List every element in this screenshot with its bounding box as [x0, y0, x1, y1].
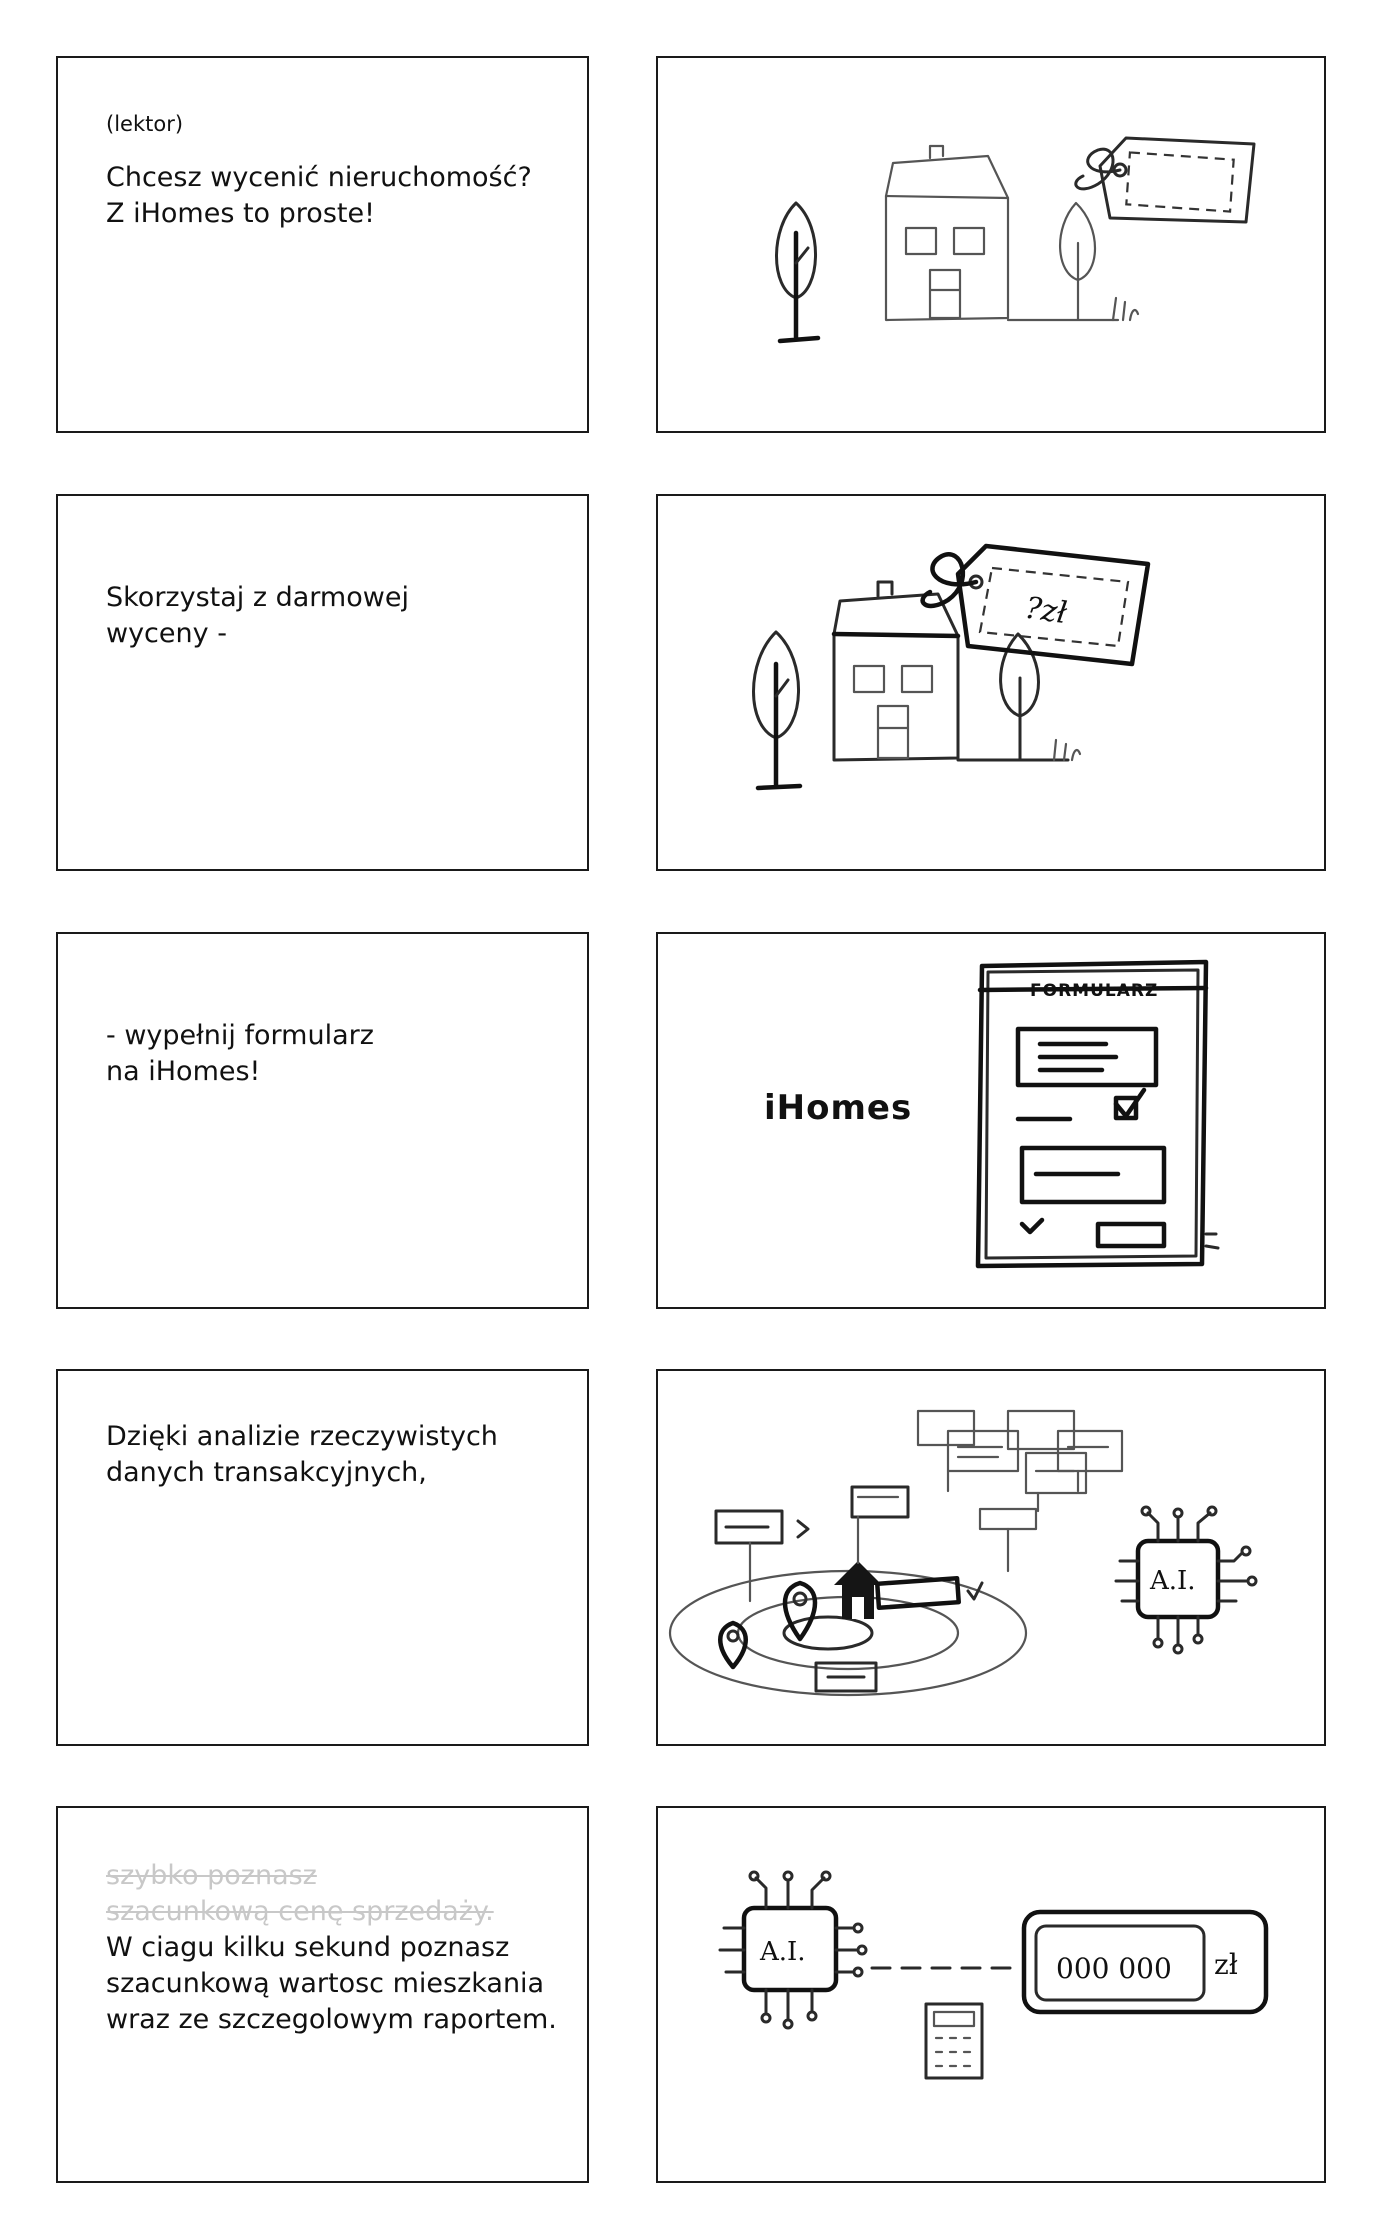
tree-icon: [777, 203, 819, 341]
scene-3-text: [106, 1018, 567, 1090]
scene-1-text-panel: [56, 56, 589, 433]
calculator-icon: [926, 2004, 982, 2078]
scene-3-text-panel: [56, 932, 589, 1309]
price-counter-icon: [1024, 1912, 1266, 2012]
scene-5-line-2: szacunkową wartosc mieszkania: [106, 1968, 545, 1999]
form-document-icon: [978, 962, 1218, 1266]
currency-label: zł: [1214, 1948, 1238, 1981]
scene-1-line-2: Z iHomes to proste!: [106, 198, 375, 229]
scene-3-line-2: na iHomes!: [106, 1056, 261, 1087]
price-unknown-label: ?zł: [1022, 590, 1070, 632]
scene-2-line-1: Skorzystaj z darmowej: [106, 582, 409, 613]
scene-5-line-3: wraz ze szczegolowym raportem.: [106, 2004, 557, 2035]
data-card-icon: [877, 1578, 982, 1608]
scene-1-text: [106, 106, 567, 232]
scene-3-line-1: - wypełnij formularz: [106, 1020, 374, 1051]
scene-1-line-1: Chcesz wycenić nieruchomość?: [106, 162, 532, 193]
scene-4-line-2: danych transakcyjnych,: [106, 1457, 427, 1488]
scene-4-text-panel: [56, 1369, 589, 1746]
ai-valuation-result-sketch: [658, 1808, 1328, 2185]
ai-label: A.I.: [760, 1937, 806, 1967]
scene-1-sketch-panel: [656, 56, 1326, 433]
scene-5-struck-line-1: szybko poznasz: [106, 1860, 317, 1891]
ai-chip-icon: [1116, 1507, 1256, 1653]
form-title: FORMULARZ: [1030, 981, 1159, 1001]
narrator-label: (lektor): [106, 112, 184, 136]
house-icon: [834, 582, 958, 760]
scene-4-sketch-panel: [656, 1369, 1326, 1746]
scene-5-text-panel: [56, 1806, 589, 2183]
scene-4-text: [106, 1419, 567, 1491]
scene-4-line-1: Dzięki analizie rzeczywistych: [106, 1421, 498, 1452]
location-pin-icon: [720, 1623, 746, 1667]
house-icon: [886, 146, 1008, 320]
tree-icon: [1008, 203, 1138, 320]
tree-icon: [754, 632, 801, 788]
price-tag-icon: [1076, 138, 1254, 222]
scene-2-sketch-panel: [656, 494, 1326, 871]
scene-5-struck-line-2: szacunkową cenę sprzedaży.: [106, 1896, 494, 1927]
house-with-price-tag-sketch: [658, 58, 1328, 435]
scene-5-line-1: W ciagu kilku sekund poznasz: [106, 1932, 510, 1963]
price-counter-value: 000 000: [1056, 1952, 1172, 1985]
ai-label: A.I.: [1150, 1566, 1196, 1596]
data-card-icon: [852, 1487, 908, 1563]
scene-2-text-panel: [56, 494, 589, 871]
scene-2-text: [106, 580, 567, 652]
scene-2-line-2: wyceny -: [106, 618, 227, 649]
documents-stack-icon: [918, 1411, 1122, 1571]
scene-5-text: [106, 1858, 567, 2038]
home-icon: [834, 1561, 882, 1619]
scene-5-sketch-panel: [656, 1806, 1326, 2183]
ihomes-logo-text: iHomes: [764, 1088, 913, 1128]
scene-3-sketch-panel: [656, 932, 1326, 1309]
data-analysis-sketch: [658, 1371, 1328, 1748]
form-sketch: [658, 934, 1328, 1311]
house-with-question-price-tag-sketch: [658, 496, 1328, 873]
location-pin-icon: [785, 1583, 815, 1639]
ai-chip-icon: [720, 1872, 866, 2028]
price-tag-icon: [923, 546, 1148, 664]
